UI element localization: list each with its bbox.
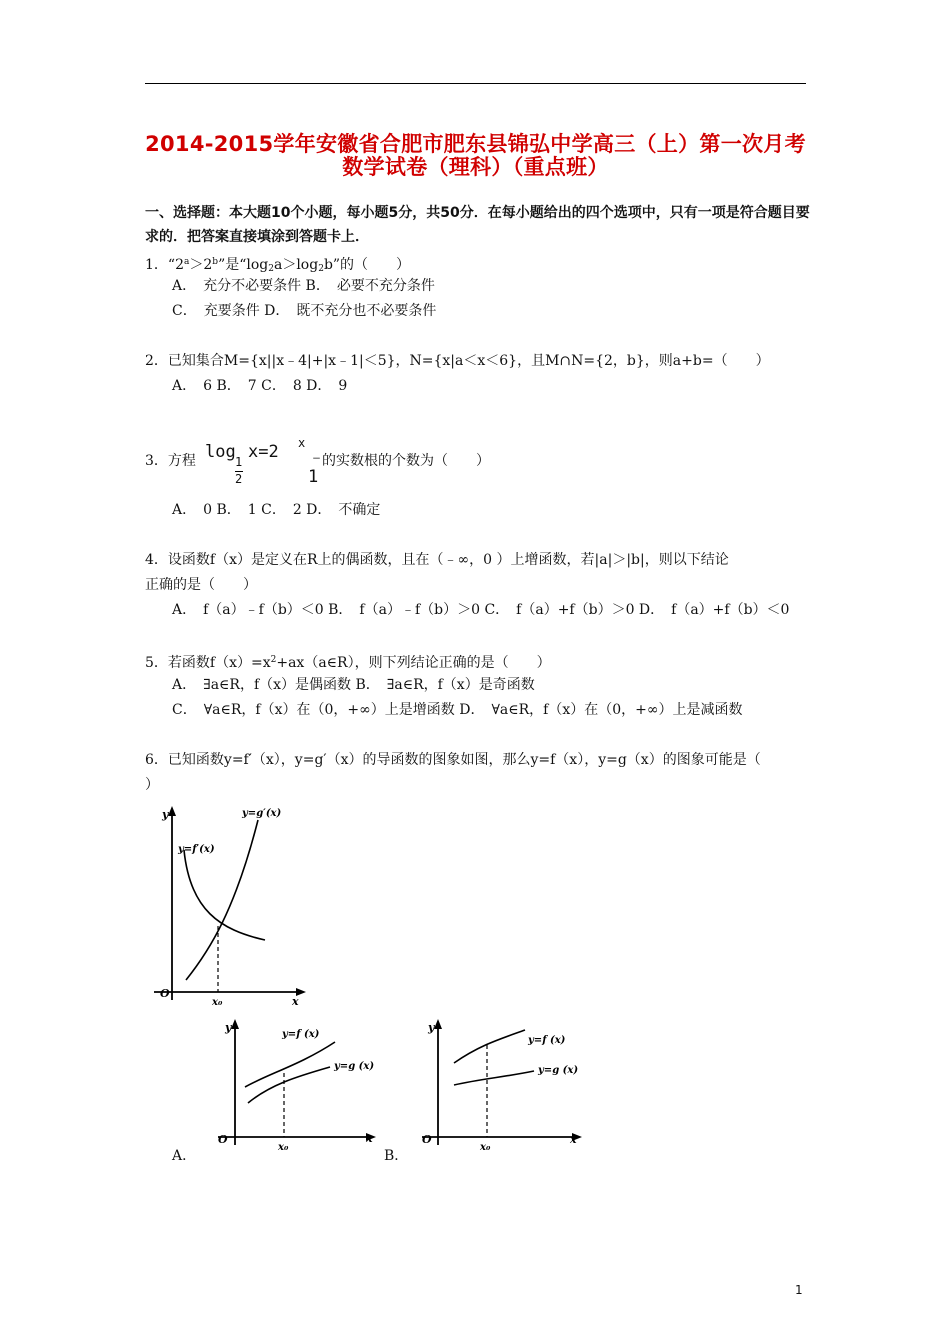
f-prime-label: y=f′(x) bbox=[178, 844, 215, 855]
g-label: y=g (x) bbox=[334, 1061, 375, 1072]
f-label: y=f (x) bbox=[528, 1035, 566, 1046]
question-4-stem-2: 正确的是（ ） bbox=[145, 577, 257, 593]
question-2-stem: 2．已知集合M={x||x﹣4|+|x﹣1|＜5}，N={x|a＜x＜6}，且M∩N={2，b}，则a+b=（ ） bbox=[145, 353, 770, 369]
question-5-stem: 5．若函数$f(x)=x^2+ax(a\in R)$，则下列结论正确的是（ ） bbox=[145, 655, 551, 671]
y-axis-arrow bbox=[168, 806, 176, 816]
x-label: x bbox=[292, 995, 299, 1008]
question-3-options: A． 0 B． 1 C． 2 D． 不确定 bbox=[172, 502, 381, 518]
question-5-options-ab: A． ∃a∈R，f（x）是偶函数 B． ∃a∈R，f（x）是奇函数 bbox=[172, 677, 535, 693]
curve-g bbox=[248, 1067, 330, 1103]
x0-label: x₀ bbox=[212, 997, 223, 1008]
y-label: y bbox=[225, 1021, 232, 1034]
question-3-pre: 3．方程 bbox=[145, 453, 196, 469]
option-b-label: B． bbox=[384, 1148, 409, 1164]
question-4-stem-1: 4．设函数f（x）是定义在R上的偶函数，且在（﹣∞，0 ）上增函数，若|a|＞|b|，则以下结论 bbox=[145, 552, 729, 568]
x0-label: x₀ bbox=[278, 1142, 289, 1150]
curve-f-prime bbox=[184, 850, 265, 940]
question-1-options-cd: C． 充要条件 D． 既不充分也不必要条件 bbox=[172, 303, 437, 319]
question-6-stem-1: 6．已知函数y=f′（x），y=g′（x）的导函数的图象如图，那么y=f（x），y=g（x）的图象可能是（ bbox=[145, 752, 761, 768]
question-3-post: 的实数根的个数为（ ） bbox=[322, 453, 490, 469]
option-a-label: A． bbox=[172, 1148, 197, 1164]
x-label: x bbox=[570, 1133, 577, 1146]
y-label: y bbox=[162, 808, 169, 821]
page-subtitle: 数学试卷（理科）（重点班） bbox=[342, 155, 609, 179]
origin-label: O bbox=[422, 1133, 432, 1146]
x-label: x bbox=[366, 1132, 373, 1145]
question-5-options-cd: C． ∀a∈R，f（x）在（0，+∞）上是增函数 D． ∀a∈R，f（x）在（0，+∞）上是减函数 bbox=[172, 702, 743, 718]
question-4-options: A． f（a）﹣f（b）＜0 B． f（a）﹣f（b）＞0 C． f（a）+f（b）＞0 D． f（a）+f（b）＜0 bbox=[172, 602, 790, 618]
page-number: 1 bbox=[795, 1283, 803, 1297]
curve-f bbox=[454, 1030, 525, 1063]
option-b-graph bbox=[410, 1015, 590, 1150]
f-label: y=f (x) bbox=[282, 1029, 320, 1040]
origin-label: O bbox=[218, 1133, 228, 1146]
question-3-equation: log 1 2 x=2 x ﹣1 bbox=[205, 436, 325, 487]
question-6-stem-2: ） bbox=[145, 777, 159, 793]
y-axis-arrow bbox=[231, 1019, 239, 1029]
question-1-options-ab: A． 充分不必要条件 B． 必要不充分条件 bbox=[172, 278, 435, 294]
option-a-graph bbox=[200, 1015, 380, 1150]
y-axis-arrow bbox=[434, 1019, 442, 1029]
question-2-options: A． 6 B． 7 C． 8 D． 9 bbox=[172, 378, 348, 394]
derivative-graph bbox=[140, 800, 320, 1010]
question-1-stem: 1．“$2^a>2^b$”是“$\log_2a>\log_2b$”的（ ） bbox=[145, 257, 411, 274]
y-label: y bbox=[428, 1021, 435, 1034]
origin-label: O bbox=[160, 987, 170, 1000]
header-rule bbox=[145, 83, 806, 84]
curve-g bbox=[454, 1071, 534, 1085]
page-title: 2014-2015学年安徽省合肥市肥东县锦弘中学高三（上）第一次月考 bbox=[145, 132, 806, 156]
x0-label: x₀ bbox=[480, 1142, 491, 1150]
g-label: y=g (x) bbox=[538, 1065, 579, 1076]
g-prime-label: y=g′(x) bbox=[242, 808, 282, 819]
section-instructions: 一、选择题：本大题10个小题，每小题5分，共50分．在每小题给出的四个选项中，只有一项是符合题目要求的．把答案直接填涂到答题卡上． bbox=[145, 205, 810, 245]
